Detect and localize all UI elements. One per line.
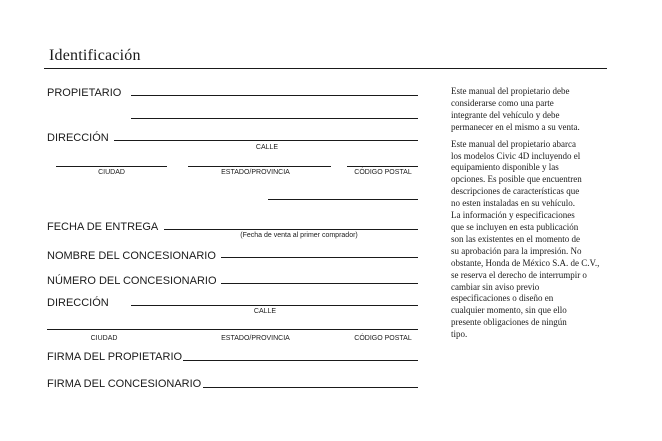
title-rule: [44, 68, 607, 69]
dealer-name-label: NOMBRE DEL CONCESIONARIO: [47, 250, 216, 262]
notice-line: presente obligaciones de ningún: [451, 317, 567, 328]
city-caption-2: CIUDAD: [90, 335, 118, 342]
address-street-line-1[interactable]: [114, 140, 418, 141]
page-title: Identificación: [49, 47, 141, 64]
notice-line: tipo.: [451, 329, 468, 340]
owner-label: PROPIETARIO: [47, 87, 122, 99]
notice-paragraph-1: [451, 86, 626, 134]
notice-line: permanecer en el mismo a su venta.: [451, 121, 580, 132]
notice-line: especificaciones o diseño en: [451, 293, 554, 304]
notice-line: descripciones de características que: [451, 186, 580, 197]
extra-address-line[interactable]: [268, 199, 418, 200]
dealer-number-line[interactable]: [221, 283, 418, 284]
street-caption-2: CALLE: [253, 308, 277, 315]
notice-line: cambiar sin aviso previo: [451, 281, 540, 292]
notice-line: cualquier momento, sin que ello: [451, 305, 567, 316]
notice-line: son las existentes en el momento de: [451, 233, 580, 244]
city-line-1[interactable]: [56, 166, 167, 167]
city-state-postal-line-2[interactable]: [47, 329, 418, 330]
postal-caption-1: CÓDIGO POSTAL: [354, 169, 412, 176]
dealer-name-line[interactable]: [221, 257, 418, 258]
postal-caption-2: CÓDIGO POSTAL: [354, 335, 412, 342]
delivery-date-label: FECHA DE ENTREGA: [47, 221, 159, 233]
city-caption-1: CIUDAD: [98, 169, 125, 176]
notice-line: opciones. Es posible que encuentren: [451, 174, 582, 185]
dealer-signature-label: FIRMA DEL CONCESIONARIO: [47, 378, 202, 390]
owner-signature-label: FIRMA DEL PROPIETARIO: [47, 351, 183, 363]
address-label-2: DIRECCIÓN: [47, 297, 109, 309]
notice-line: equipamiento disponible y las: [451, 162, 559, 173]
notice-line: no esten instaladas en su vehículo.: [451, 198, 575, 209]
notice-paragraph-2: [451, 139, 626, 341]
manual-notice: [451, 86, 626, 346]
dealer-number-label: NÚMERO DEL CONCESIONARIO: [47, 275, 217, 287]
owner-line-1[interactable]: [131, 95, 418, 96]
notice-line: los modelos Civic 4D incluyendo el: [451, 150, 581, 161]
owner-signature-line[interactable]: [183, 360, 418, 361]
delivery-date-caption: (Fecha de venta al primer comprador): [240, 232, 358, 239]
notice-line: que se incluyen en esta publicación: [451, 221, 579, 232]
state-caption-1: ESTADO/PROVINCIA: [221, 169, 290, 176]
address-street-line-2[interactable]: [131, 305, 418, 306]
notice-line: Este manual del propietario abarca: [451, 138, 576, 149]
notice-line: Este manual del propietario debe: [451, 86, 570, 96]
dealer-signature-line[interactable]: [203, 387, 418, 388]
delivery-date-line[interactable]: [164, 229, 418, 230]
notice-line: se reserva el derecho de interrumpir o: [451, 269, 587, 280]
state-line-1[interactable]: [188, 166, 331, 167]
state-caption-2: ESTADO/PROVINCIA: [221, 335, 290, 342]
notice-line: La información y especificaciones: [451, 210, 575, 221]
notice-line: integrante del vehículo y debe: [451, 109, 560, 120]
address-label-1: DIRECCIÓN: [47, 132, 109, 144]
street-caption-1: CALLE: [255, 144, 279, 151]
notice-line: considerarse como una parte: [451, 97, 554, 108]
notice-line: su aprobación para la impresión. No: [451, 245, 582, 256]
owner-line-2[interactable]: [131, 118, 418, 119]
notice-line: obstante, Honda de México S.A. de C.V.,: [451, 257, 600, 268]
postal-line-1[interactable]: [347, 166, 418, 167]
